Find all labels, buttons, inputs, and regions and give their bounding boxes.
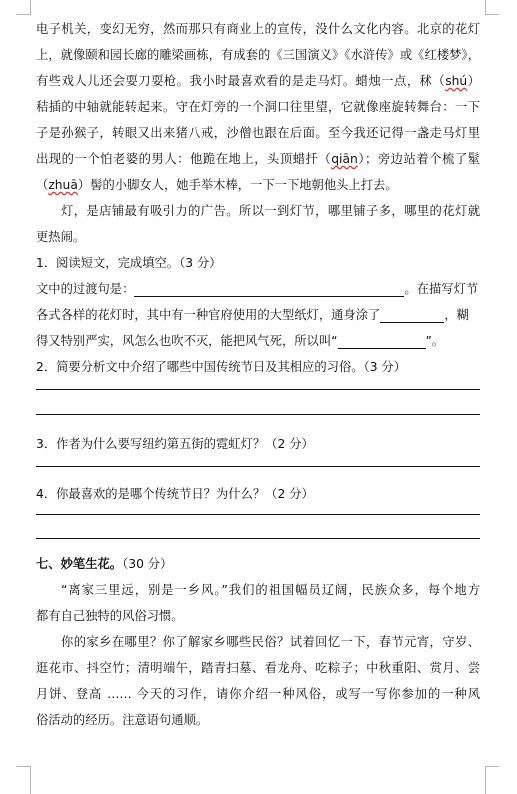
section-7-line: 你的家乡在哪里？你了解家乡哪些民俗？试着回忆一下，春节元宵，守岁、 (61, 635, 480, 649)
question-4: 4．你最喜欢的是哪个传统节日？为什么？（2 分） (36, 487, 314, 501)
pinyin-annotation: shú (445, 74, 468, 88)
answer-blank-transition[interactable] (134, 281, 404, 297)
section-7-line: “离家三里远，别是一乡风。”我们的祖国幅员辽阔，民族众多，每个地方 (61, 583, 480, 597)
question-2: 2．简要分析文中介绍了哪些中国传统节日及其相应的习俗。（3 分） (36, 360, 407, 374)
section-7-line: 逛花市、抖空竹；清明端午，踏青扫墓、看龙舟、吃粽子；中秋重阳、赏月、尝 (36, 661, 480, 675)
crop-mark-top-right-h (485, 14, 499, 15)
passage-line: 电子机关，变幻无穷，然而那只有商业上的宣传，没什么文化内容。北京的花灯 (36, 22, 480, 36)
question-1-part-b: 各式各样的花灯时，其中有一种官府使用的大型纸灯，通身涂了 ，糊 (36, 308, 469, 322)
passage-line: （zhuā）髻的小脚女人，她手举木棒，一下一下地朝他头上打去。 (36, 178, 398, 192)
section-7-line: 月饼、登高 …… 今天的习作，请你介绍一种风俗，或写一写你参加的一种风 (36, 687, 480, 701)
crop-mark-top-left (30, 0, 31, 15)
section-7-score: （30 分） (122, 557, 173, 571)
crop-mark-top-left-h (16, 14, 30, 15)
passage-line: 子是孙猴子，转眼又出来猪八戒，沙僧也跟在后面。至今我还记得一盏走马灯里 (36, 126, 480, 140)
question-3: 3．作者为什么要写纽约第五街的霓虹灯？（2 分） (36, 437, 314, 451)
passage-line: 更热闹。 (36, 230, 86, 244)
passage-line: 灯，是店铺最有吸引力的广告。所以一到灯节，哪里铺子多，哪里的花灯就 (61, 204, 480, 218)
question-1-part-c: 得又特别严实，风怎么也吹不灭，能把风气死，所以叫“ ”。 (36, 334, 445, 348)
question-1-part-a: 文中的过渡句是： 。在描写灯节 (36, 282, 479, 296)
answer-blank-paint[interactable] (380, 307, 444, 323)
passage-line: 有些戏人儿还会耍刀耍枪。我小时最喜欢看的是走马灯。蜡烛一点，秫（shú） (36, 74, 480, 88)
crop-mark-bottom-left (30, 766, 31, 794)
passage-line: 秸插的中轴就能转起来。守在灯旁的一个洞口往里望，它就像座旋转舞台：一下 (36, 100, 480, 114)
section-7-title: 七、妙笔生花。 (36, 557, 123, 571)
crop-mark-bottom-left-h (16, 766, 30, 767)
passage-line: 上，就像颐和园长廊的雕梁画栋，有成套的《三国演义》《水浒传》或《红楼梦》， (36, 48, 480, 62)
crop-mark-top-right (485, 0, 486, 14)
document-body (36, 16, 480, 733)
section-7-line: 俗活动的经历。注意语句通顺。 (36, 713, 209, 727)
passage-line: 出现的一个怕老婆的男人：他跪在地上，头顶蜡扦（qiān）；旁边站着个梳了髽 (36, 152, 480, 166)
answer-blank-lamp-name[interactable] (338, 333, 426, 349)
section-7-heading (36, 551, 480, 577)
crop-mark-bottom-right-h (485, 766, 499, 767)
pinyin-annotation: zhuā (48, 178, 78, 192)
section-7-line: 都有自己独特的风俗习惯。 (36, 609, 184, 623)
question-1: 1．阅读短文，完成填空。（3 分） (36, 256, 222, 270)
crop-mark-bottom-right (485, 766, 486, 794)
pinyin-annotation: qiān (331, 152, 358, 166)
